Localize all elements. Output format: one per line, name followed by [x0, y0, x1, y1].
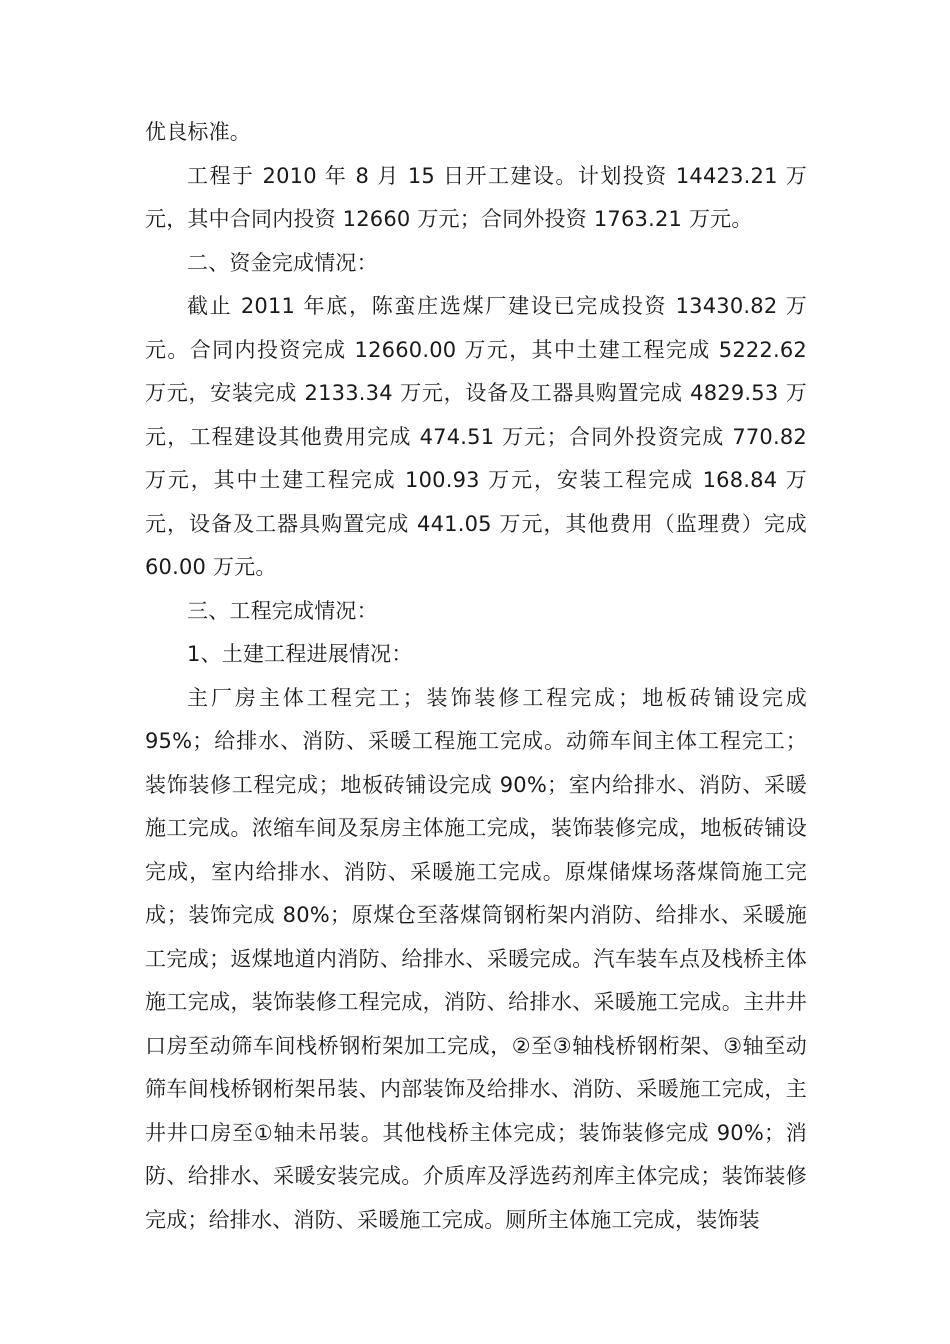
paragraph-civil-progress: 主厂房主体工程完工；装饰装修工程完成；地板砖铺设完成 95%；给排水、消防、采暖工程施工完成。动筛车间主体工程完工；装饰装修工程完成；地板砖铺设完成 90%；室内给排水、消防、采暖施工完成。浓缩车间及泵房主体施工完成，装饰装修完成，地板砖铺设完成，室内给排水、消防、采暖施工完成。原煤储煤场落煤筒施工完成；装饰完成 80%；原煤仓至落煤筒钢桁架内消防、给排水、采暖施工完成；返煤地道内消防、给排水、采暖完成。汽车装车点及栈桥主体施工完成，装饰装修工程完成，消防、给排水、采暖施工完成。主井井口房至动筛车间栈桥钢桁架加工完成，②至③轴栈桥钢桁架、③轴至动筛车间栈桥钢桁架吊装、内部装饰及给排水、消防、采暖施工完成，主井井口房至①轴未吊装。其他栈桥主体完成；装饰装修完成 90%；消防、给排水、采暖安装完成。介质库及浮选药剂库主体完成；装饰装修完成；给排水、消防、采暖施工完成。厕所主体施工完成，装饰装 [145, 685, 807, 1232]
section-heading-funding: 二、资金完成情况： [187, 250, 378, 275]
paragraph-project-start: 工程于 2010 年 8 月 15 日开工建设。计划投资 14423.21 万元，其中合同内投资 12660 万元；合同外投资 1763.21 万元。 [145, 163, 807, 231]
paragraph-funding-details: 截止 2011 年底，陈蛮庄选煤厂建设已完成投资 13430.82 万元。合同内投资完成 12660.00 万元，其中土建工程完成 5222.62 万元，安装完成 2133.34 万元，设备及工器具购置完成 4829.53 万元，工程建设其他费用完成 474.51 万元；合同外投资完成 770.82 万元，其中土建工程完成 100.93 万元，安装工程完成 168.84 万元，设备及工器具购置完成 441.05 万元，其他费用（监理费）完成 60.00 万元。 [145, 294, 807, 579]
subsection-heading-civil: 1、土建工程进展情况： [187, 642, 413, 666]
document-body [145, 111, 807, 1242]
paragraph-continuation: 优良标准。 [145, 120, 251, 144]
section-heading-progress: 三、工程完成情况： [187, 598, 378, 623]
